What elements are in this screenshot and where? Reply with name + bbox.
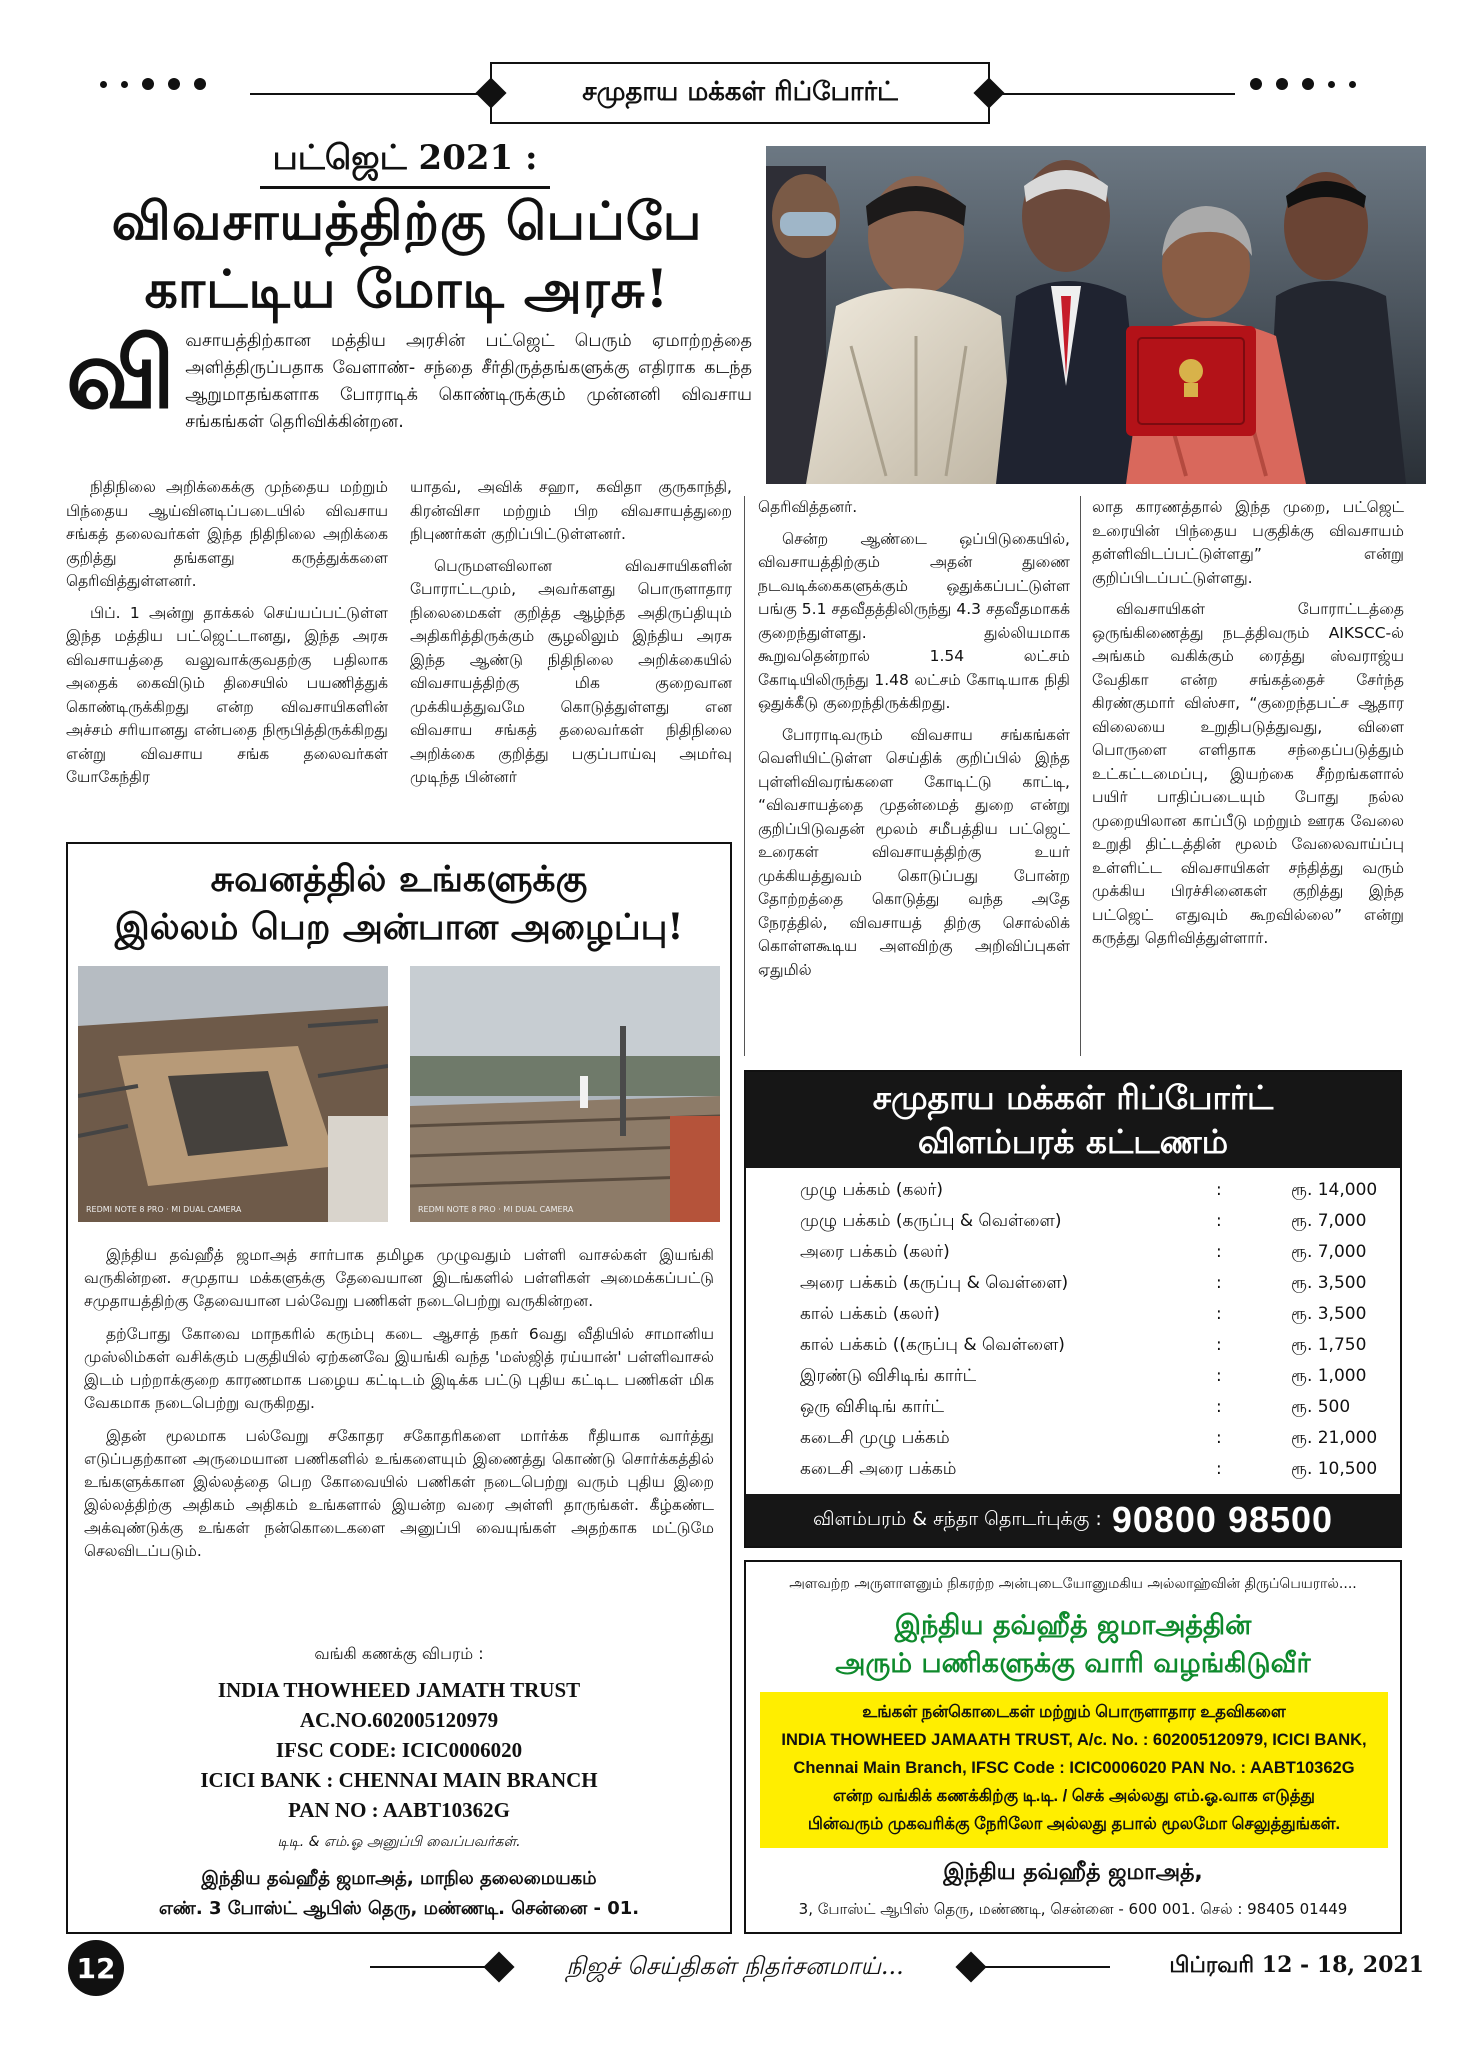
rate-item-name: கால் பக்கம் ((கருப்பு & வெள்ளை) [800, 1335, 1065, 1355]
rate-item-name: அரை பக்கம் (கருப்பு & வெள்ளை) [800, 1273, 1069, 1293]
donation-title-2: அரும் பணிகளுக்கு வாரி வழங்கிடுவீர் [835, 1648, 1311, 1679]
paragraph: பெருமளவிலான விவசாயிகளின் போராட்டமும், அவர்களது பொருளாதார நிலைமைகள் குறித்த ஆழ்ந்த அதிருப்தியும் அதிகரித்திருக்கும் சூழலிலும் இந்திய அரசு இந்த ஆண்டு நிதிநிலை அறிக்கையில் விவசாயத்திற்கு மிக குறைவான முக்கியத்துவமே கொடுத்துள்ளது என விவசாய சங்கத் தலைவர்கள் நிதிநிலை அறிக்கை குறித்து பகுப்பாய்வு அமர்வு முடிந்த பின்னர் [410, 556, 732, 786]
rate-item-colon: : [1216, 1459, 1222, 1479]
header-dots-right [1250, 78, 1356, 90]
article-column-3 [758, 496, 1070, 990]
hq-line-2: எண். 3 போஸ்ட் ஆபிஸ் தெரு, மண்ணடி. சென்னை - 01. [158, 1898, 640, 1919]
rate-item-colon: : [1216, 1397, 1222, 1417]
rate-item-colon: : [1216, 1304, 1222, 1324]
rate-item-price: ரூ. 10,500 [1291, 1459, 1378, 1479]
rate-item-colon: : [1216, 1366, 1222, 1386]
rate-item-colon: : [1216, 1242, 1222, 1262]
headline-line-1: விவசாயத்திற்கு பெப்பே [111, 191, 703, 252]
rate-item-price: ரூ. 7,000 [1291, 1242, 1367, 1262]
header-dots-left [100, 78, 206, 90]
bank-details [68, 1644, 730, 1825]
donation-line: Chennai Main Branch, IFSC Code : ICIC0006020 PAN No. : AABT10362G [793, 1759, 1355, 1777]
column-divider [744, 496, 745, 1056]
dd-note: டிடி. & எம்.ஓ அனுப்பி வைப்பவர்கள். [277, 1834, 521, 1850]
rate-item-name: முழு பக்கம் (கருப்பு & வெள்ளை) [800, 1211, 1062, 1231]
bank-trust-name: INDIA THOWHEED JAMATH TRUST [217, 1678, 581, 1702]
rate-item-price: ரூ. 21,000 [1291, 1428, 1378, 1448]
donation-line: உங்கள் நன்கொடைகள் மற்றும் பொருளாதார உதவிகளை [862, 1703, 1286, 1721]
paragraph: சென்ற ஆண்டை ஒப்பிடுகையில், விவசாயத்திற்கும் அதன் துணை நடவடிக்கைகளுக்கும் ஒதுக்கப்பட்டுள்ள பங்கு 5.1 சதவீதத்திலிருந்து 4.3 சதவீதமாகக் குறைந்துள்ளது. துல்லியமாக கூறுவதென்றால் 1.54 லட்சம் கோடியிலிருந்து 1.48 லட்சம் கோடியாக நிதி ஒதுக்கீடு குறைந்திருக்கிறது. [758, 529, 1070, 712]
hq-line-1: இந்திய தவ்ஹீத் ஜமாஅத், மாநில தலைமையகம் [201, 1868, 597, 1889]
paragraph: யாதவ், அவிக் சஹா, கவிதா குருகாந்தி, கிரன்விசா மற்றும் பிற விவசாயத்துறை நிபுணர்கள் குறிப்பிட்டுள்ளனர். [410, 478, 732, 543]
invitation-title-2: இல்லம் பெற அன்பான அழைப்பு! [114, 906, 684, 948]
rate-item-name: அரை பக்கம் (கலர்) [800, 1242, 950, 1262]
paragraph: தற்போது கோவை மாநகரில் கரும்பு கடை ஆசாத் நகர் 6வது வீதியில் சாமானிய முஸ்லிம்கள் வசிக்கும் பகுதியில் ஏற்கனவே இயங்கி வந்த 'மஸ்ஜித் ரய்யான்' பள்ளிவாசல் இடம் பற்றாக்குறை காரணமாக பழைய கட்டிடம் இடிக்க பட்டு புதிய கட்டிட பணிகள் மிக வேகமாக நடைபெற்று வருகிறது. [84, 1325, 714, 1412]
paragraph: லாத காரணத்தால் இந்த முறை, பட்ஜெட் உரையின் பிந்தைய பகுதிக்கு விவசாயம் தள்ளிவிடப்பட்டுள்ளது” என்று குறிப்பிடப்பட்டுள்ளது. [1092, 498, 1404, 587]
rate-row [746, 1335, 1400, 1366]
donation-org: இந்திய தவ்ஹீத் ஜமாஅத், [943, 1860, 1203, 1885]
rate-item-name: இரண்டு விசிடிங் கார்ட் [800, 1366, 977, 1386]
mosque-invitation-ad [66, 842, 732, 1934]
donation-line: INDIA THOWHEED JAMAATH TRUST, A/c. No. : 602005120979, ICICI BANK, [781, 1731, 1367, 1749]
donation-line: என்ற வங்கிக் கணக்கிற்கு டி.டி. / செக் அல்லது எம்.ஓ.வாக எடுத்து [833, 1787, 1315, 1805]
hq-address [68, 1864, 730, 1924]
rate-row [746, 1304, 1400, 1335]
rate-item-colon: : [1216, 1335, 1222, 1355]
rate-item-name: ஒரு விசிடிங் கார்ட் [800, 1397, 945, 1417]
photo-caption: REDMI NOTE 8 PRO · MI DUAL CAMERA [418, 1205, 574, 1214]
issue-date: பிப்ரவரி 12 - 18, 2021 [1169, 1952, 1424, 1978]
paragraph: இந்திய தவ்ஹீத் ஜமாஅத் சார்பாக தமிழக முழுவதும் பள்ளி வாசல்கள் இயங்கி வருகின்றன. சமுதாய மக்களுக்கு தேவையான இடங்களில் பள்ளிகள் அமைக்கப்பட்டு சமுதாயத்திற்கு தேவையான பல்வேறு பணிகள் நடைபெற்று வருகின்றன. [84, 1246, 714, 1310]
contact-phone: 90800 98500 [1111, 1499, 1334, 1540]
page-number: 12 [68, 1940, 124, 1996]
rate-row [746, 1366, 1400, 1397]
donation-appeal-box [744, 1560, 1402, 1934]
rate-card-title-1: சமுதாய மக்கள் ரிப்போர்ட் [872, 1078, 1274, 1117]
rate-item-price: ரூ. 14,000 [1291, 1180, 1378, 1200]
rate-item-price: ரூ. 7,000 [1291, 1211, 1367, 1231]
donation-line: பின்வரும் முகவரிக்கு நேரிலோ அல்லது தபால் மூலமோ செலுத்துங்கள். [807, 1815, 1341, 1833]
article-kicker: பட்ஜெட் 2021 : [260, 138, 550, 189]
construction-photo-1 [78, 966, 388, 1222]
article-photo [766, 146, 1426, 484]
rate-item-colon: : [1216, 1180, 1222, 1200]
rate-item-name: கடைசி முழு பக்கம் [800, 1428, 950, 1448]
rate-row [746, 1273, 1400, 1304]
rate-item-price: ரூ. 3,500 [1291, 1304, 1367, 1324]
headline-line-2: காட்டிய மோடி அரசு! [144, 259, 670, 320]
rate-row [746, 1211, 1400, 1242]
invitation-title-1: சுவனத்தில் உங்களுக்கு [210, 858, 588, 900]
article-column-4 [1092, 496, 1404, 959]
header-rule-left [250, 93, 490, 95]
bank-label: வங்கி கணக்கு விபரம் : [314, 1644, 484, 1663]
rate-item-colon: : [1216, 1428, 1222, 1448]
paragraph: போராடிவரும் விவசாய சங்கங்கள் வெளியிட்டுள்ள செய்திக் குறிப்பில் இந்த புள்ளிவிவரங்களை கோடிட்டு காட்டி, “விவசாயத்தை முதன்மைத் துறை என்று குறிப்பிடுவதன் மூலம் சமீபத்திய பட்ஜெட் உரைகள் விவசாயத்திற்கு உயர் முக்கியத்துவம் கொடுப்பது போன்ற தோற்றத்தை கொடுத்து வந்த அதே நேரத்தில், விவசாயத் திற்கு சொல்லிக் கொள்ளகூடிய அளவிற்கு அறிவிப்புகள் ஏதுமில் [758, 725, 1070, 979]
bismillah-line: அளவற்ற அருளாளனும் நிகரற்ற அன்புடையோனுமகிய அல்லாஹ்வின் திருப்பெயரால்.... [789, 1576, 1357, 1592]
article-headline [62, 188, 752, 324]
rate-row [746, 1242, 1400, 1273]
paragraph: நிதிநிலை அறிக்கைக்கு முந்தைய மற்றும் பிந்தைய ஆய்வினடிப்படையில் விவசாய சங்கத் தலைவர்கள் இந்த நிதிநிலை அறிக்கை குறித்து தங்களது கருத்துக்களை தெரிவித்துள்ளனர். [66, 478, 388, 590]
donation-title-1: இந்திய தவ்ஹீத் ஜமாஅத்தின் [894, 1610, 1252, 1641]
paragraph: இதன் மூலமாக பல்வேறு சகோதர சகோதரிகளை மார்க்க ரீதியாக வார்த்து எடுப்பதற்கான அருமையான பணிகளில் உங்களையும் இணைத்து கொண்டு சொர்க்கத்தில் உங்களுக்கான இல்லத்தை பெற கோவையில் பணிகள் நடைபெற்று வரும் புதிய இறை இல்லத்திற்கு அதிகம் அதிகம் உங்களால் இயன்ற வரை அள்ளி தாருங்கள். கீழ்கண்ட அக்வுண்டுக்கு உங்கள் நன்கொடைகளை அனுப்பி வையுங்கள் அதற்காக மட்டுமே செலவிடப்படும். [84, 1427, 714, 1560]
footer-tagline: நிஜச் செய்திகள் நிதர்சனமாய்... [566, 1951, 904, 1980]
invitation-body [84, 1244, 714, 1573]
rate-row [746, 1459, 1400, 1490]
ad-rate-card [744, 1070, 1402, 1548]
footer-rule-right [980, 1966, 1110, 1968]
rate-item-colon: : [1216, 1211, 1222, 1231]
article-lead [66, 317, 752, 436]
donation-address: 3, போஸ்ட் ஆபிஸ் தெரு, மண்ணடி, சென்னை - 600 001. செல் : 98405 01449 [798, 1900, 1348, 1918]
rate-item-name: கால் பக்கம் (கலர்) [800, 1304, 940, 1324]
rate-item-price: ரூ. 500 [1291, 1397, 1351, 1417]
dropcap: வி [66, 317, 176, 430]
paragraph: விவசாயிகள் போராட்டத்தை ஒருங்கிணைத்து நடத்திவரும் AIKSCC-ல் அங்கம் வகிக்கும் ரைத்து ஸ்வராஜ்ய வேதிகா என்ற சங்கத்தைச் சேர்ந்த கிரண்குமார் விஸ்சா, “குறைந்தபட்ச ஆதார விலையை உறுதிபடுத்துவது, விளை பொருளை எளிதாக சந்தைப்படுத்தும் உட்கட்டமைப்பு, இயற்கை சீற்றங்களால் பயிர் பாதிப்படையும் போது நல்ல முறையிலான காப்பீடு மற்றும் ஊரக வேலை உறுதி திட்டத்தின் மூலம் வேலைவாய்ப்பு உள்ளிட்ட விவசாயிகள் சந்தித்து வரும் முக்கிய பிரச்சினைகள் குறித்து இந்த பட்ஜெட் எதுவும் கூறவில்லை” என்று கருத்து தெரிவித்துள்ளார். [1092, 600, 1404, 947]
paragraph: தெரிவித்தனர். [758, 498, 858, 516]
article-column-1 [66, 476, 388, 798]
lead-text: வசாயத்திற்கான மத்திய அரசின் பட்ஜெட் பெரும் ஏமாற்றத்தை அளித்திருப்பதாக வேளாண்- சந்தை சீர்திருத்தங்களுக்கு எதிராக கடந்த ஆறுமாதங்களாக போராடிக் கொண்டிருக்கும் முன்னனி விவசாய சங்கங்கள் தெரிவிக்கின்றன. [185, 331, 752, 432]
rate-item-price: ரூ. 1,000 [1291, 1366, 1367, 1386]
header-banner [490, 62, 990, 124]
donation-bank-panel [760, 1692, 1388, 1848]
header-banner-text: சமுதாய மக்கள் ரிப்போர்ட் [582, 76, 898, 107]
header-rule-right [990, 93, 1235, 95]
article-column-2 [410, 476, 732, 798]
contact-label: விளம்பரம் & சந்தா தொடர்புக்கு : [812, 1507, 1102, 1530]
bank-ifsc: IFSC CODE: ICIC0006020 [275, 1738, 523, 1762]
column-divider [1080, 496, 1081, 1056]
rate-row [746, 1180, 1400, 1211]
bank-account-number: AC.NO.602005120979 [299, 1708, 499, 1732]
bank-pan: PAN NO : AABT10362G [288, 1798, 510, 1822]
bank-branch: ICICI BANK : CHENNAI MAIN BRANCH [200, 1768, 598, 1792]
rate-item-price: ரூ. 1,750 [1291, 1335, 1367, 1355]
paragraph: பிப். 1 அன்று தாக்கல் செய்யப்பட்டுள்ள இந்த மத்திய பட்ஜெட்டானது, இந்த அரசு விவசாயத்தை வலுவாக்குவதற்கு பதிலாக அதைக் கைவிடும் திசையில் பயணித்துக் கொண்டிருக்கிறது என்ற விவசாயிகளின் அச்சம் சரியானது என்பதை நிரூபித்திருக்கிறது என்று விவசாய சங்க தலைவர்கள் யோகேந்திர [66, 603, 388, 786]
finance-minister-photo [766, 146, 1426, 484]
rate-card-header [746, 1072, 1400, 1168]
rate-item-colon: : [1216, 1273, 1222, 1293]
rate-item-price: ரூ. 3,500 [1291, 1273, 1367, 1293]
photo-caption: REDMI NOTE 8 PRO · MI DUAL CAMERA [86, 1205, 242, 1214]
rate-item-name: கடைசி அரை பக்கம் [800, 1459, 957, 1479]
construction-photo-2 [410, 966, 720, 1222]
rate-card-title-2: விளம்பரக் கட்டணம் [917, 1122, 1229, 1161]
rate-item-name: முழு பக்கம் (கலர்) [800, 1180, 944, 1200]
rate-card-contact [746, 1494, 1400, 1546]
footer-rule-left [370, 1966, 500, 1968]
rate-row [746, 1397, 1400, 1428]
rate-row [746, 1428, 1400, 1459]
